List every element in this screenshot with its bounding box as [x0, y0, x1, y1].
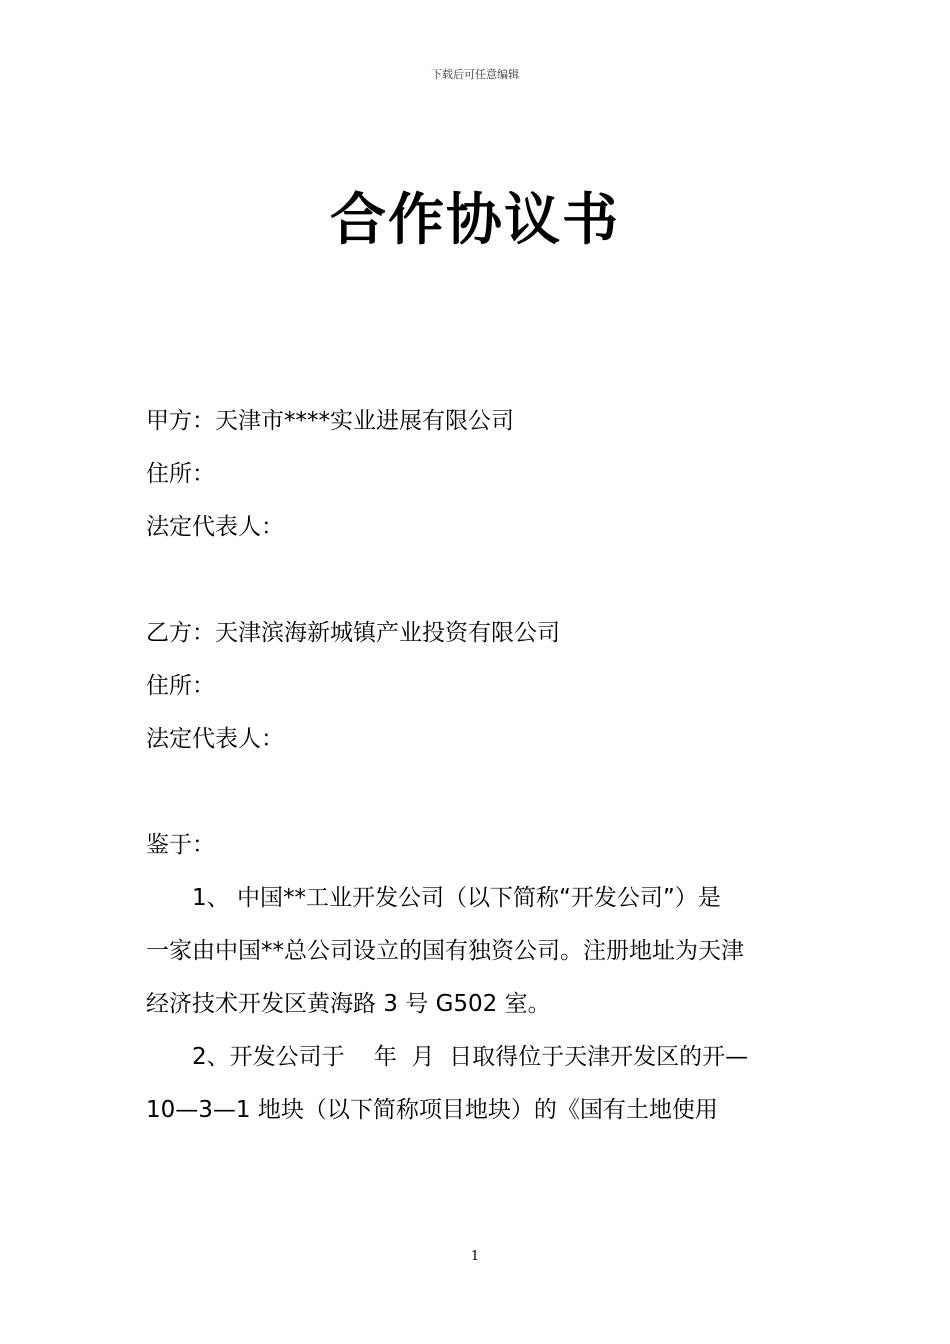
clause-1-line-1: 1、 中国**工业开发公司（以下简称“开发公司”）是	[192, 885, 721, 911]
page-number: 1	[470, 1249, 480, 1264]
header-note: 下载后可任意编辑	[431, 68, 519, 81]
clause-2-line-1: 2、开发公司于 年 月 日取得位于天津开发区的开—	[192, 1044, 749, 1070]
spacer	[146, 554, 808, 607]
document-title: 合作协议书	[330, 188, 620, 253]
whereas-heading: 鉴于：	[146, 832, 215, 858]
party-a-representative: 法定代表人：	[146, 514, 284, 540]
clause-1-line-3: 经济技术开发区黄海路 3 号 G502 室。	[146, 991, 551, 1017]
party-a-address: 住所：	[146, 461, 215, 487]
party-b-address: 住所：	[146, 673, 215, 699]
party-b-name: 乙方：天津滨海新城镇产业投资有限公司	[146, 620, 560, 646]
party-a-name: 甲方：天津市****实业进展有限公司	[146, 408, 514, 434]
spacer	[146, 766, 808, 819]
party-b-representative: 法定代表人：	[146, 726, 284, 752]
document-body	[146, 395, 808, 1137]
clause-2-line-2: 10—3—1 地块（以下简称项目地块）的《国有土地使用	[146, 1097, 718, 1123]
clause-1-line-2: 一家由中国**总公司设立的国有独资公司。注册地址为天津	[146, 938, 744, 964]
